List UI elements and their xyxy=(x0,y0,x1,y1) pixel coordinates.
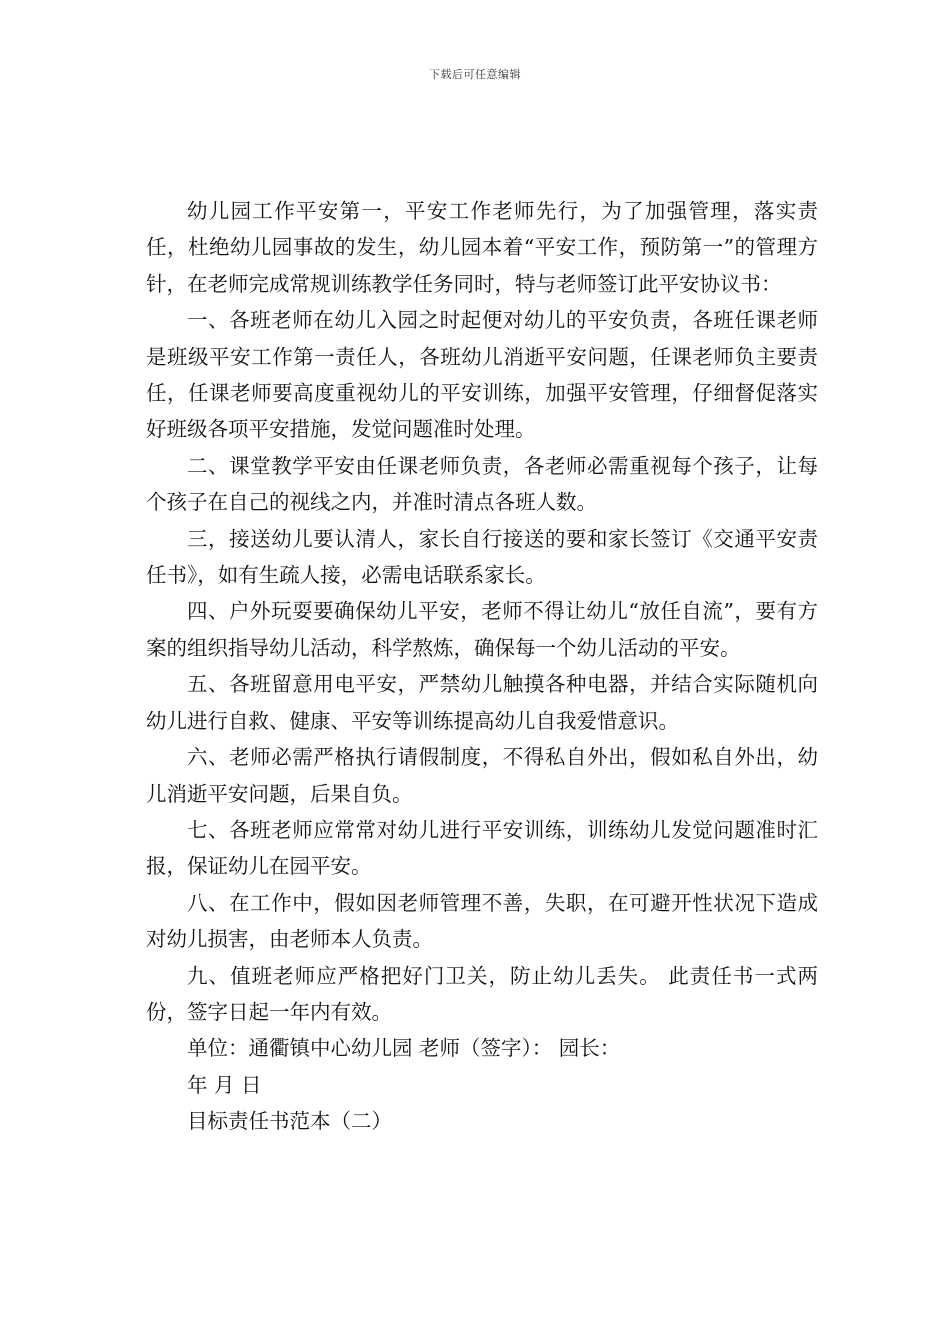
document-body xyxy=(146,193,818,1140)
clause-3: 三，接送幼儿要认清人，家长自行接送的要和家长签订《交通平安责任书》，如有生疏人接，必需电话联系家长。 xyxy=(146,526,818,588)
signature-line: 单位：通衢镇中心幼儿园 老师（签字）： 园长： xyxy=(187,1036,621,1061)
clause-2: 二、课堂教学平安由任课老师负责，各老师必需重视每个孩子，让每个孩子在自己的视线之内，并准时清点各班人数。 xyxy=(146,453,818,515)
clause-4: 四、户外玩耍要确保幼儿平安，老师不得让幼儿“放任自流”，要有方案的组织指导幼儿活动，科学熬炼，确保每一个幼儿活动的平安。 xyxy=(146,599,818,660)
signature-date: 年 月 日 xyxy=(187,1072,262,1097)
intro-paragraph: 幼儿园工作平安第一，平安工作老师先行，为了加强管理，落实责任，杜绝幼儿园事故的发生，幼儿园本着“平安工作，预防第一”的管理方针，在老师完成常规训练教学任务同时，特与老师签订此平安协议书： xyxy=(146,199,818,296)
clause-8: 八、在工作中，假如因老师管理不善，失职，在可避开性状况下造成对幼儿损害，由老师本人负责。 xyxy=(146,890,818,952)
clause-5: 五、各班留意用电平安，严禁幼儿触摸各种电器，并结合实际随机向幼儿进行自救、健康、平安等训练提高幼儿自我爱惜意识。 xyxy=(146,672,818,733)
clause-1: 一、各班老师在幼儿入园之时起便对幼儿的平安负责，各班任课老师是班级平安工作第一责任人，各班幼儿消逝平安问题，任课老师负主要责任，任课老师要高度重视幼儿的平安训练，加强平安管理，仔细督促落实好班级各项平安措施，发觉问题准时处理。 xyxy=(146,308,818,442)
page-header-note: 下载后可任意编辑 xyxy=(429,68,521,81)
clause-9: 九、值班老师应严格把好门卫关，防止幼儿丢失。 此责任书一式两份，签字日起一年内有效。 xyxy=(146,963,818,1024)
clause-6: 六、老师必需严格执行请假制度，不得私自外出，假如私自外出，幼儿消逝平安问题，后果自负。 xyxy=(146,745,818,806)
clause-7: 七、各班老师应常常对幼儿进行平安训练，训练幼儿发觉问题准时汇报，保证幼儿在园平安。 xyxy=(146,817,818,879)
next-section-title: 目标责任书范本（二） xyxy=(187,1109,392,1134)
